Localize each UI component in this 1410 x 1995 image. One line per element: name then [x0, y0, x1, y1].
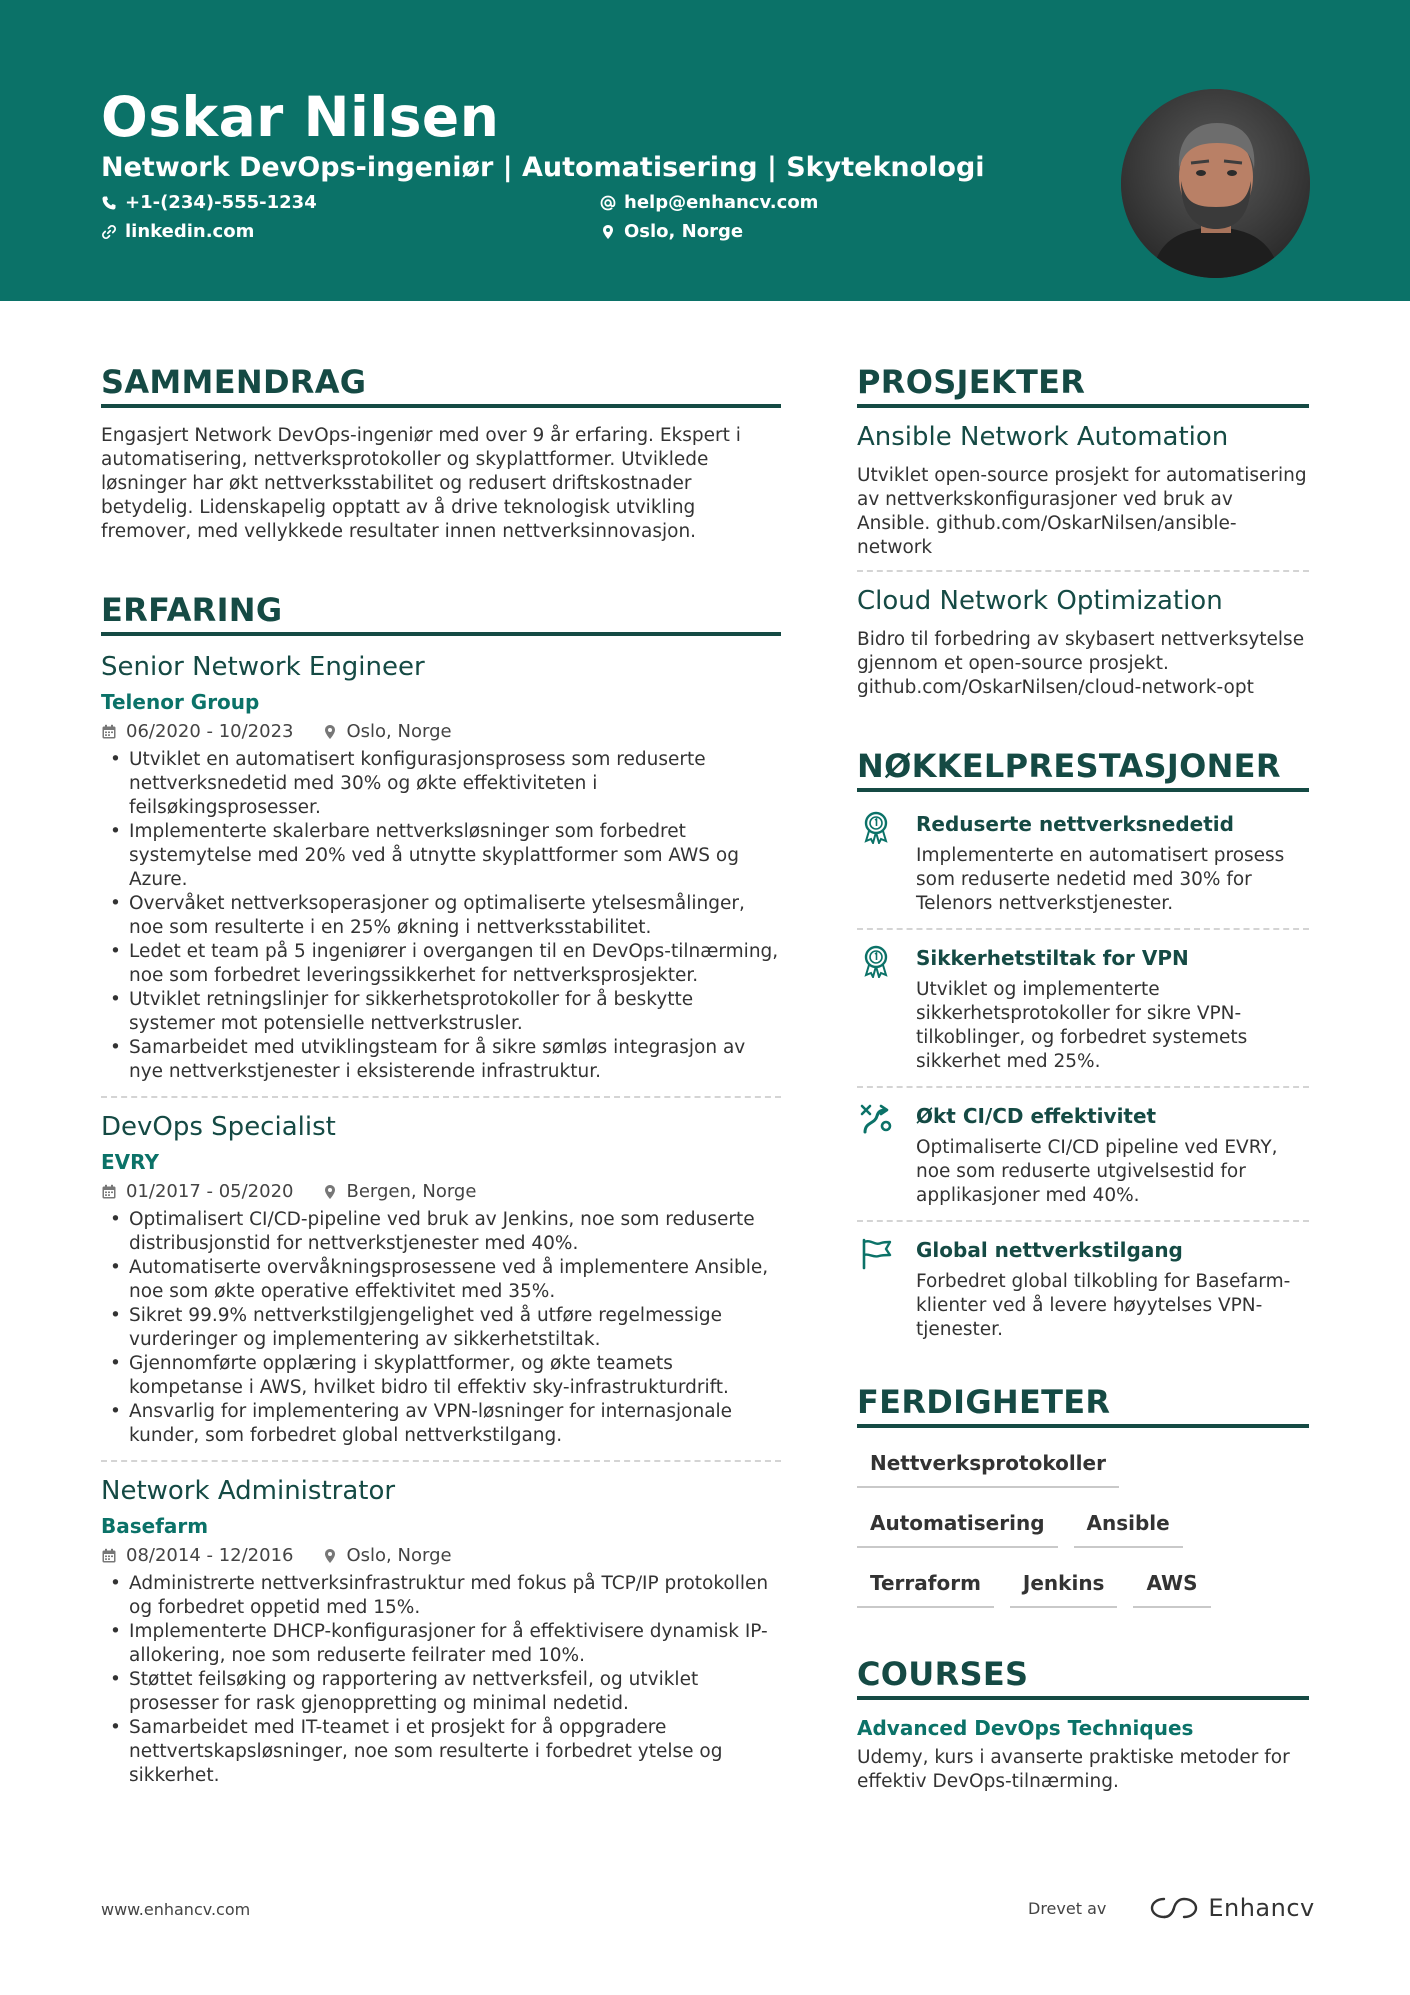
- powered-by-text: Drevet av: [1028, 1898, 1107, 1918]
- job-bullets: [101, 748, 781, 1084]
- course-description: Udemy, kurs i avanserte praktiske metoder for effektiv DevOps-tilnærming.: [857, 1747, 1290, 1792]
- job-meta: [101, 1544, 781, 1568]
- skill-tag: Jenkins: [1010, 1570, 1118, 1608]
- enhancv-logo[interactable]: [1150, 1894, 1314, 1922]
- achievement-text: Optimaliserte CI/CD pipeline ved EVRY, noe som reduserte utgivelsestid for applikasjoner med 40%.: [916, 1137, 1278, 1206]
- bullet-item: • Samarbeidet med IT-teamet i et prosjekt for å oppgradere nettvertskapsløsninger, noe som resulterte i forbedret ytelse og sikkerhet.: [101, 1716, 781, 1788]
- skill-tag: Ansible: [1074, 1510, 1183, 1548]
- achievement-item: [857, 810, 1309, 916]
- bullet-item: • Sikret 99.9% nettverkstilgjengelighet ved å utføre regelmessige vurderinger og implementering av sikkerhetstiltak.: [101, 1304, 781, 1352]
- skill-tag: Terraform: [857, 1570, 994, 1608]
- phone-contact[interactable]: [101, 191, 317, 215]
- bullet-item: • Administrerte nettverksinfrastruktur med fokus på TCP/IP protokollen og forbedret oppetid med 15%.: [101, 1572, 781, 1620]
- job-dates: 06/2020 - 10/2023: [126, 721, 294, 742]
- project-title: Ansible Network Automation: [857, 422, 1229, 452]
- achievements-heading: NØKKELPRESTASJONER: [857, 746, 1309, 792]
- job-meta: [101, 1180, 781, 1204]
- skills-heading: FERDIGHETER: [857, 1382, 1309, 1428]
- email-text: help@enhancv.com: [624, 192, 819, 213]
- award-ribbon-icon: [859, 944, 893, 978]
- divider: [857, 1086, 1309, 1088]
- achievement-text: Implementerte en automatisert prosess som reduserte nedetid med 30% for Telenors nettverkstjenester.: [916, 845, 1285, 914]
- job-title: DevOps Specialist: [101, 1112, 336, 1142]
- footer-website[interactable]: www.enhancv.com: [101, 1900, 251, 1919]
- company-name: EVRY: [101, 1150, 159, 1174]
- achievement-title: Økt CI/CD effektivitet: [916, 1104, 1157, 1128]
- bullet-item: • Utviklet retningslinjer for sikkerhetsprotokoller for å beskytte systemer mot potensielle nettverkstrusler.: [101, 988, 781, 1036]
- course-title: Advanced DevOps Techniques: [857, 1716, 1194, 1740]
- job-bullets: [101, 1208, 781, 1448]
- bullet-item: • Utviklet en automatisert konfigurasjonsprosess som reduserte nettverksnedetid med 30% og økte effektiviteten i feilsøkingsprosesser.: [101, 748, 781, 820]
- profile-photo: [1121, 89, 1310, 278]
- achievement-title: Global nettverkstilgang: [916, 1238, 1183, 1262]
- bullet-item: • Samarbeidet med utviklingsteam for å sikre sømløs integrasjon av nye nettverkstjenester i eksisterende infrastruktur.: [101, 1036, 781, 1084]
- project-description: Utviklet open-source prosjekt for automatisering av nettverkskonfigurasjoner ved bruk av Ansible. github.com/OskarNilsen/ansible-network: [857, 465, 1307, 558]
- headline: Network DevOps-ingeniør | Automatisering | Skyteknologi: [101, 152, 985, 183]
- job-dates: 01/2017 - 05/2020: [126, 1181, 294, 1202]
- job-location: Bergen, Norge: [346, 1181, 477, 1202]
- skills-list: [857, 1450, 1317, 1630]
- job-dates: 08/2014 - 12/2016: [126, 1545, 294, 1566]
- course-entry: [857, 1714, 1309, 1794]
- achievement-item: [857, 1102, 1309, 1208]
- skill-tag: Nettverksprotokoller: [857, 1450, 1119, 1488]
- bullet-item: • Støttet feilsøking og rapportering av nettverksfeil, og utviklet prosesser for rask gjenoppretting og minimal nedetid.: [101, 1668, 781, 1716]
- calendar-icon: [101, 1184, 117, 1200]
- bullet-item: • Implementerte DHCP-konfigurasjoner for å effektivisere dynamisk IP-allokering, noe som reduserte feilrater med 10%.: [101, 1620, 781, 1668]
- bullet-item: • Optimalisert CI/CD-pipeline ved bruk av Jenkins, noe som reduserte distribusjonstid for nettverkstjenester med 40%.: [101, 1208, 781, 1256]
- candidate-name: Oskar Nilsen: [101, 85, 500, 149]
- calendar-icon: [101, 1548, 117, 1564]
- bullet-item: • Implementerte skalerbare nettverksløsninger som forbedret systemytelse med 20% ved å utnytte skyplattformer som AWS og Azure.: [101, 820, 781, 892]
- job-title: Network Administrator: [101, 1476, 396, 1506]
- bullet-item: • Overvåket nettverksoperasjoner og optimaliserte ytelsesmålinger, noe som resulterte i en 25% økning i nettverksstabilitet.: [101, 892, 781, 940]
- achievement-title: Sikkerhetstiltak for VPN: [916, 946, 1189, 970]
- linkedin-text: linkedin.com: [125, 221, 255, 242]
- linkedin-contact[interactable]: [101, 220, 254, 244]
- courses-heading: COURSES: [857, 1654, 1309, 1700]
- project-description: Bidro til forbedring av skybasert nettverksytelse gjennom et open-source prosjekt. github.com/OskarNilsen/cloud-network-opt: [857, 629, 1305, 698]
- avatar: [1121, 89, 1310, 278]
- job-entry: [101, 1474, 781, 1788]
- project-entry: [857, 420, 1309, 560]
- location-pin-icon: [322, 724, 338, 740]
- link-icon: [101, 224, 117, 240]
- job-meta: [101, 720, 781, 744]
- experience-heading: ERFARING: [101, 590, 781, 636]
- project-entry: [857, 584, 1309, 700]
- job-location: Oslo, Norge: [346, 1545, 452, 1566]
- bullet-item: • Ledet et team på 5 ingeniører i overgangen til en DevOps-tilnærming, noe som forbedret leveringssikkerhet for nettverksprosjekter.: [101, 940, 781, 988]
- project-title: Cloud Network Optimization: [857, 586, 1223, 616]
- job-location: Oslo, Norge: [346, 721, 452, 742]
- company-name: Basefarm: [101, 1514, 209, 1538]
- summary-heading: SAMMENDRAG: [101, 362, 781, 408]
- bullet-item: • Gjennomførte opplæring i skyplattformer, og økte teamets kompetanse i AWS, hvilket bidro til effektiv sky-infrastrukturdrift.: [101, 1352, 781, 1400]
- enhancv-logo-icon: [1150, 1895, 1198, 1921]
- route-icon: [859, 1102, 893, 1136]
- achievement-item: [857, 1236, 1309, 1342]
- summary-text: Engasjert Network DevOps-ingeniør med over 9 år erfaring. Ekspert i automatisering, nettverksprotokoller og skyplattformer. Utviklede løsninger har økt nettverksstabilitet og redusert driftskostnader betydelig. Lidenskapelig opptatt av å drive teknologisk utvikling fremover, med vellykkede resultater innen nettverksinnovasjon.: [101, 425, 741, 542]
- divider: [857, 928, 1309, 930]
- skill-tag: AWS: [1133, 1570, 1210, 1608]
- achievement-title: Reduserte nettverksnedetid: [916, 812, 1234, 836]
- projects-heading: PROSJEKTER: [857, 362, 1309, 408]
- divider: [857, 570, 1309, 572]
- divider: [101, 1460, 781, 1462]
- left-column: [101, 362, 781, 1788]
- achievement-text: Forbedret global tilkobling for Basefarm-klienter ved å levere høyytelses VPN-tjenester.: [916, 1271, 1291, 1340]
- location-pin-icon: [322, 1184, 338, 1200]
- location-text: Oslo, Norge: [624, 221, 744, 242]
- award-ribbon-icon: [859, 810, 893, 844]
- location-pin-icon: [600, 224, 616, 240]
- job-title: Senior Network Engineer: [101, 652, 425, 682]
- phone-text: +1-(234)-555-1234: [125, 192, 317, 213]
- resume-header: [0, 0, 1410, 301]
- brand-name: Enhancv: [1208, 1894, 1315, 1922]
- job-bullets: [101, 1572, 781, 1788]
- location-pin-icon: [322, 1548, 338, 1564]
- divider: [101, 1096, 781, 1098]
- divider: [857, 1220, 1309, 1222]
- right-column: [857, 362, 1309, 1794]
- at-icon: [600, 195, 616, 211]
- bullet-item: • Ansvarlig for implementering av VPN-løsninger for internasjonale kunder, som forbedret global nettverkstilgang.: [101, 1400, 781, 1448]
- flag-icon: [859, 1236, 893, 1270]
- calendar-icon: [101, 724, 117, 740]
- skill-tag: Automatisering: [857, 1510, 1058, 1548]
- email-contact[interactable]: [600, 191, 818, 215]
- achievement-text: Utviklet og implementerte sikkerhetsprotokoller for sikre VPN-tilkoblinger, og forbedret systemets sikkerhet med 25%.: [916, 979, 1248, 1072]
- job-entry: [101, 1110, 781, 1448]
- company-name: Telenor Group: [101, 690, 260, 714]
- phone-icon: [101, 195, 117, 211]
- footer-branding: [1028, 1894, 1315, 1922]
- job-entry: [101, 650, 781, 1084]
- location-contact: [600, 220, 743, 244]
- achievement-item: [857, 944, 1309, 1074]
- bullet-item: • Automatiserte overvåkningsprosessene ved å implementere Ansible, noe som økte operative effektivitet med 35%.: [101, 1256, 781, 1304]
